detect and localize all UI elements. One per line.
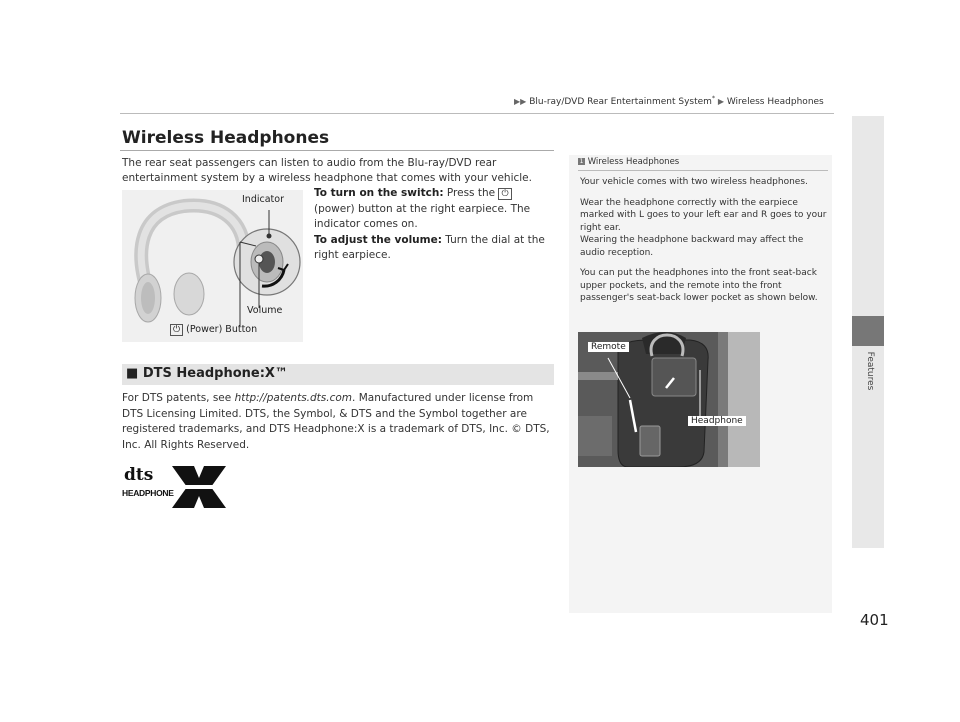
breadcrumb-arrow-icon: ▶: [717, 97, 724, 106]
headphone-label: Headphone: [688, 416, 746, 426]
dts-headphone-x-logo: [122, 466, 226, 508]
section-title: Wireless Headphones: [122, 128, 330, 148]
remote-label: Remote: [588, 342, 629, 352]
headphone-figure: [122, 190, 303, 342]
headphone-logo-text: HEADPHONE: [122, 488, 174, 498]
seatback-illustration: [578, 332, 760, 467]
breadcrumb: ▶▶ Blu-ray/DVD Rear Entertainment System* ▶ Wireless Headphones: [514, 95, 824, 107]
dts-license-text: For DTS patents, see http://patents.dts.com. Manufactured under license from DTS Licensing Limited. DTS, the Symbol, & DTS and the Symbol together are registered trademarks, and DTS Headphone:X is a trademark of DTS, Inc. © DTS, Inc. All Rights Reserved.: [122, 392, 550, 451]
dts-patents-link[interactable]: http://patents.dts.com: [234, 392, 353, 404]
power-button-label: ⏻ (Power) Button: [170, 324, 257, 336]
breadcrumb-arrow-icon: ▶▶: [514, 97, 527, 106]
dts-logo-text: dts: [124, 465, 154, 485]
title-rule: [120, 150, 554, 151]
note-rule: [578, 170, 828, 171]
headphone-illustration: [122, 190, 303, 342]
page-number: 401: [860, 611, 889, 629]
switch-step-title: To turn on the switch:: [314, 187, 444, 199]
note-marker-icon: 1: [579, 158, 584, 165]
power-icon: ⏻: [170, 324, 183, 336]
header-rule: [120, 113, 834, 114]
note-text: Your vehicle comes with two wireless headphones. Wear the headphone correctly with the earpiece marked with L goes to your left ear and R goes to your right ear. Wearing the headphone backward may affect the audio reception. You can put the headphones into the front seat-back upper pockets, and the remote into the front passenger's seat-back lower pocket as shown below.: [580, 177, 827, 303]
side-tab-label: Features: [865, 351, 875, 391]
dts-heading: ■ DTS Headphone:X™: [126, 366, 288, 381]
power-icon: ⏻: [498, 188, 511, 200]
volume-step-title: To adjust the volume:: [314, 233, 442, 246]
steps-text: To turn on the switch: Press the ⏻ (power) button at the right earpiece. The indicator comes on. To adjust the volume: Turn the dial at the right earpiece.: [314, 187, 545, 261]
seatback-photo: [578, 332, 760, 467]
volume-label: Volume: [247, 305, 283, 316]
square-bullet-icon: ■: [126, 366, 139, 381]
note-heading: 1 Wireless Headphones: [579, 157, 680, 167]
intro-text: The rear seat passengers can listen to audio from the Blu-ray/DVD rear entertainment system by a wireless headphone that comes with your vehicle.: [122, 157, 532, 184]
indicator-label: Indicator: [242, 194, 284, 205]
